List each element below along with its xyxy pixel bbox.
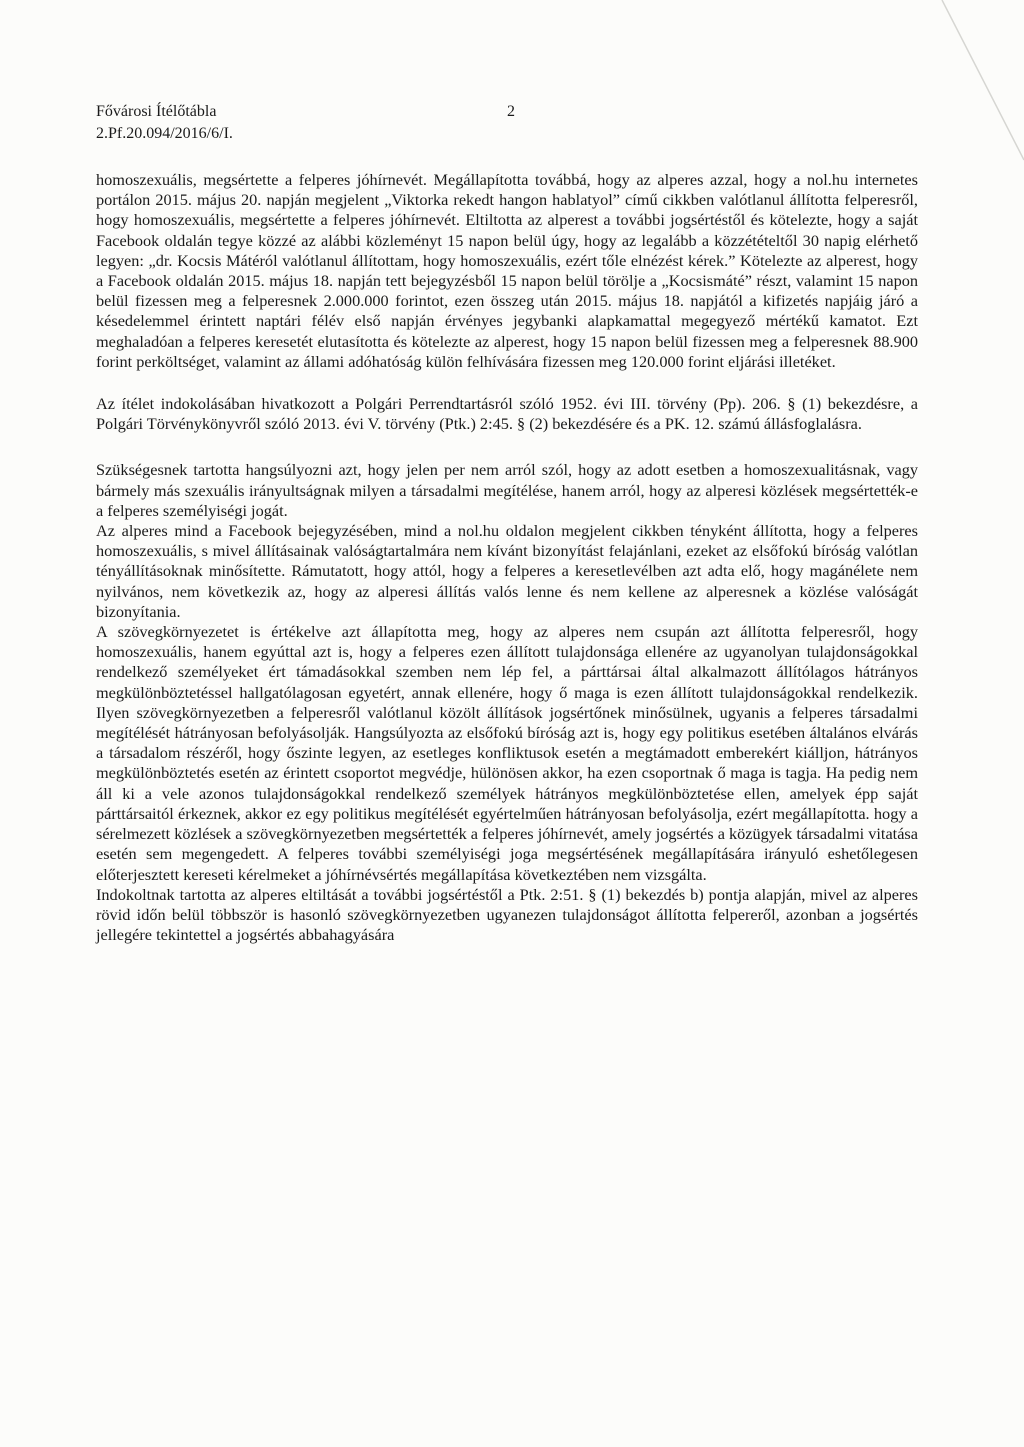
paragraph-prohibition: Indokoltnak tartotta az alperes eltiltását a további jogsértéstől a Ptk. 2:51. § (1) bekezdés b) pontja alapján, mivel az alperes rövid időn belül többször is hasonló szövegkörnyezetben ugyanezen tulajdonságot állította felpereről, azonban a jogsértés jellegére tekintettel a jogsértés abbahagyására: [96, 884, 918, 945]
page-fold-mark: [904, 0, 1024, 200]
case-number: 2.Pf.20.094/2016/6/I.: [96, 125, 233, 142]
paragraph-judgment-summary: homoszexuális, megsértette a felperes jóhírnevét. Megállapította továbbá, hogy az alperes azzal, hogy a nol.hu internetes portálon 2015. május 20. napján megjelent „Viktorka rekedt hangon hablatyol” című cikkben valótlanul állította felperesről, hogy homoszexuális, megsértette a felperes jóhírnevét. Eltiltotta az alperest a további jogsértéstől és kötelezte, hogy a saját Facebook oldalán tegye közzé az alábbi közleményt 15 napon belül úgy, hogy az legalább a közzétételtől 30 napig elérhető legyen: „dr. Kocsis Mátéról valótlanul állítottam, hogy homoszexuális, ezért tőle elnézést kérek.” Kötelezte az alperest, hogy a Facebook oldalán 2015. május 18. napján tett bejegyzésből 15 napon belül törölje a „Kocsismáté” részt, valamint 15 napon belül fizessen meg a felperesnek 2.000.000 forintot, ezen összeg után 2015. május 18. napjától a kifizetés napjáig járó a késedelemmel érintett naptári félév első napján érvényes jegybanki alapkamattal megegyező mértékű kamatot. Ezt meghaladóan a felperes keresetét elutasította és kötelezte az alperest, hogy 15 napon belül fizessen meg a felperesnek 88.900 forint perköltséget, valamint az állami adóhatóság külön felhívására fizessen meg 120.000 forint eljárási illetéket.: [96, 170, 918, 371]
paragraph-context-evaluation: A szövegkörnyezetet is értékelve azt állapította meg, hogy az alperes nem csupán azt állította felperesről, hogy homoszexuális, hanem egyúttal azt is, hogy a felperes ezen állított tulajdonsága ellenére az ugyanolyan tulajdonságokkal rendelkező személyeket ért támadásokkal szemben nem lép fel, a párttársai által alkalmazott állítólagos hátrányos megkülönböztetéssel hallgatólagosan egyetért, annak ellenére, hogy ő maga is ezen állított tulajdonságokkal rendelkezik. Ilyen szövegkörnyezetben a felperesről valótlanul közölt állítások jogsértőnek minősülnek, ugyanis a felperes társadalmi megítélését hátrányosan befolyásolják. Hangsúlyozta az elsőfokú bíróság azt is, hogy egy politikus esetében általános elvárás a társadalom részéről, hogy őszinte legyen, az esetleges konfliktusok esetén a megtámadott emberekért kiálljon, hátrányos megkülönböztetés esetén az érintett csoportot megvédje, hülönösen akkor, ha ezen csoportnak ő maga is tagja. Ha pedig nem áll ki a vele azonos tulajdonságokkal rendelkező személyek hátrányos megkülönböztetése ellen, amelyek épp saját párttársaitól érkeznek, akkor ez egy politikus megítélését egyértelműen hátrányosan befolyásolja, ezért megállapította. hogy a sérelmezett közlések a szövegkörnyezetben megsértették a felperes jóhírnevét, amely jogsértés a közügyek társadalmi vitatása esetén sem megengedett. A felperes további személyiségi joga megsértésének megállapítására irányuló eshetőlegesen előterjesztett kereseti kérelmeket a jóhírnévsértés megállapítása következtében nem vizsgálta.: [96, 622, 918, 884]
court-name: Fővárosi Ítélőtábla: [96, 103, 217, 120]
paragraph-scope: Szükségesnek tartotta hangsúlyozni azt, hogy jelen per nem arról szól, hogy az adott esetben a homoszexualitásnak, vagy bármely más szexuális irányultságnak milyen a társadalmi megítélése, hanem arról, hogy az alperesi közlések megsértették-e a felperes személyiségi jogát.: [96, 460, 918, 520]
document-body: [96, 170, 918, 945]
paragraph-legal-basis: Az ítélet indokolásában hivatkozott a Polgári Perrendtartásról szóló 1952. évi III. törvény (Pp). 206. § (1) bekezdésre, a Polgári Törvénykönyvről szóló 2013. évi V. törvény (Ptk.) 2:45. § (2) bekezdésére és a PK. 12. számú állásfoglalásra.: [96, 394, 918, 434]
paragraph-untrue-statements: Az alperes mind a Facebook bejegyzésében, mind a nol.hu oldalon megjelent cikkben tényként állította, hogy a felperes homoszexuális, s mivel állításainak valóságtartalmára nem kívánt bizonyítást felajánlani, ezeket az elsőfokú bíróság valótlan tényállításoknak minősítette. Rámutatott, hogy attól, hogy a felperes a keresetlevélben azt adta elő, hogy magánélete nem nyilvános, nem következik az, hogy az alperesi állítás valós lenne és nem kellene az alperesnek a közlése valóságát bizonyítania.: [96, 521, 918, 621]
document-header: [96, 101, 233, 145]
page-number: 2: [507, 103, 515, 120]
